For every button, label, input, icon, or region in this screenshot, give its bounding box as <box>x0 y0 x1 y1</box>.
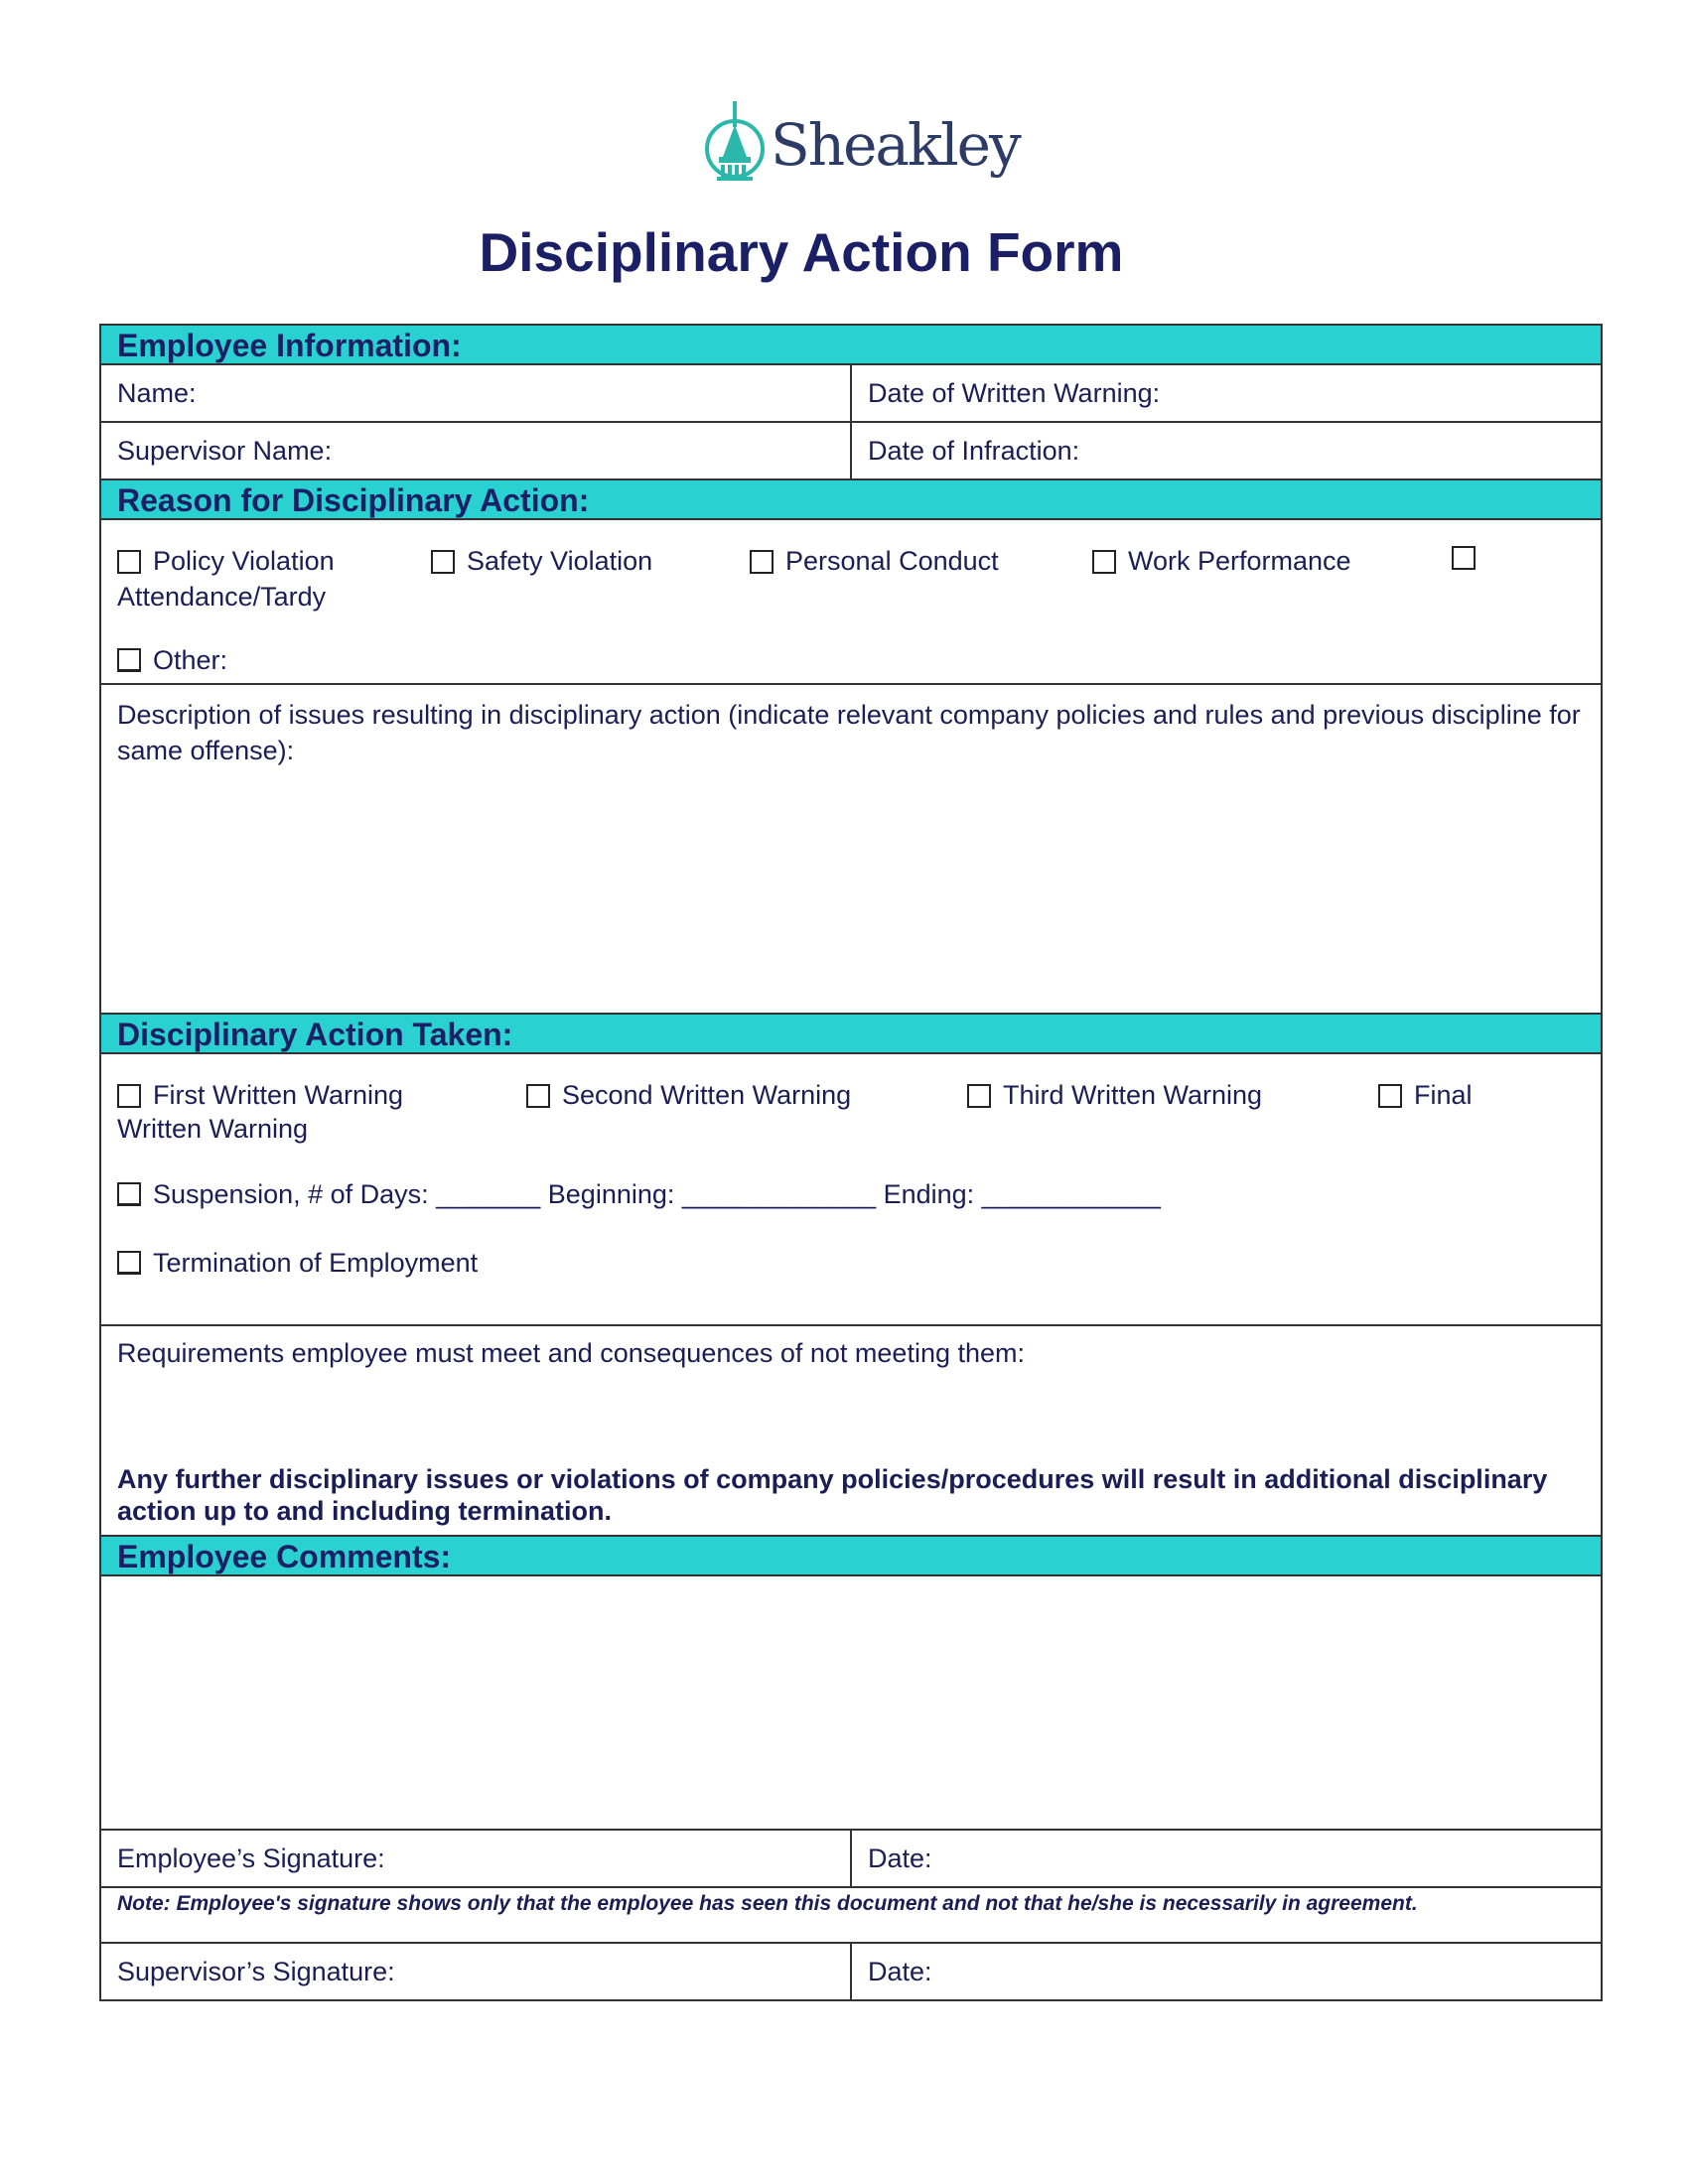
checkbox-icon[interactable] <box>431 550 455 574</box>
action-options-line <box>117 1080 1585 1114</box>
termination-checkbox[interactable] <box>117 1246 1585 1280</box>
description-label: Description of issues resulting in disciplinary action (indicate relevant company policies and rules and previous discipline for same offense): <box>117 700 1581 765</box>
checkbox-icon[interactable] <box>117 1251 141 1275</box>
checkbox-icon[interactable] <box>117 1182 141 1206</box>
checkbox-icon[interactable] <box>750 550 774 574</box>
personal-conduct-label: Personal Conduct <box>785 546 999 576</box>
third-written-warning-checkbox[interactable] <box>967 1080 1262 1111</box>
personal-conduct-checkbox[interactable] <box>750 546 999 577</box>
requirements-field[interactable] <box>101 1326 1601 1537</box>
section-reason: Reason for Disciplinary Action: <box>101 480 1601 520</box>
written-warning-label: Written Warning <box>117 1114 309 1144</box>
safety-violation-checkbox[interactable] <box>431 546 652 577</box>
work-performance-checkbox[interactable] <box>1092 546 1351 577</box>
name-field[interactable]: Name: <box>101 365 852 421</box>
section-employee-information: Employee Information: <box>101 326 1601 365</box>
section-employee-comments: Employee Comments: <box>101 1537 1601 1576</box>
row-name-date <box>101 365 1601 423</box>
work-performance-label: Work Performance <box>1128 546 1351 576</box>
row-supervisor-infraction <box>101 423 1601 480</box>
brand-name: Sheakley <box>771 111 1020 179</box>
checkbox-icon[interactable] <box>967 1084 991 1108</box>
section-action-taken: Disciplinary Action Taken: <box>101 1015 1601 1054</box>
requirements-label: Requirements employee must meet and consequences of not meeting them: <box>117 1338 1026 1368</box>
suspension-checkbox[interactable] <box>117 1177 1585 1211</box>
attendance-checkbox[interactable] <box>1452 546 1487 570</box>
final-written-warning-checkbox[interactable] <box>1378 1080 1473 1111</box>
employee-signature-field[interactable]: Employee’s Signature: <box>101 1831 852 1886</box>
row-employee-signature <box>101 1831 1601 1888</box>
written-warning-date-field[interactable]: Date of Written Warning: <box>868 378 1161 408</box>
supervisor-name-field[interactable]: Supervisor Name: <box>101 423 852 478</box>
suspension-label: Suspension, # of Days: _______ Beginning: _____________ Ending: ____________ <box>153 1179 1161 1209</box>
final-label: Final <box>1414 1080 1473 1110</box>
second-written-warning-label: Second Written Warning <box>562 1080 852 1110</box>
supervisor-signature-date-field[interactable]: Date: <box>868 1957 932 1986</box>
other-checkbox[interactable] <box>117 643 1585 677</box>
policy-violation-label: Policy Violation <box>153 546 335 576</box>
first-written-warning-label: First Written Warning <box>153 1080 404 1110</box>
attendance-tardy-label: Attendance/Tardy <box>117 582 327 612</box>
checkbox-icon[interactable] <box>1378 1084 1402 1108</box>
page-title: Disciplinary Action Form <box>479 221 1124 283</box>
checkbox-icon[interactable] <box>117 550 141 574</box>
second-written-warning-checkbox[interactable] <box>526 1080 851 1111</box>
employee-comments-field[interactable] <box>101 1576 1601 1831</box>
reason-checkboxes <box>101 520 1601 685</box>
first-written-warning-checkbox[interactable] <box>117 1080 403 1111</box>
tower-emblem-icon <box>701 97 773 193</box>
checkbox-icon[interactable] <box>1452 546 1476 570</box>
further-action-warning: Any further disciplinary issues or violations of company policies/procedures will result in additional disciplinary action up to and including termination. <box>117 1464 1548 1526</box>
safety-violation-label: Safety Violation <box>467 546 653 576</box>
signature-note: Note: Employee's signature shows only that the employee has seen this document and not that he/she is necessarily in agreement. <box>101 1888 1601 1944</box>
policy-violation-checkbox[interactable] <box>117 546 335 577</box>
row-supervisor-signature <box>101 1944 1601 2001</box>
employee-signature-date-field[interactable]: Date: <box>868 1843 932 1873</box>
third-written-warning-label: Third Written Warning <box>1003 1080 1263 1110</box>
action-checkboxes <box>101 1054 1601 1326</box>
other-label: Other: <box>153 645 228 675</box>
checkbox-icon[interactable] <box>1092 550 1116 574</box>
checkbox-icon[interactable] <box>526 1084 550 1108</box>
checkbox-icon[interactable] <box>117 1084 141 1108</box>
reason-options-line <box>117 546 1585 580</box>
termination-label: Termination of Employment <box>153 1248 479 1278</box>
checkbox-icon[interactable] <box>117 648 141 672</box>
company-logo <box>701 95 1020 195</box>
disciplinary-form <box>99 324 1603 2001</box>
description-field[interactable] <box>101 685 1601 1015</box>
supervisor-signature-field[interactable]: Supervisor’s Signature: <box>101 1944 852 1999</box>
infraction-date-field[interactable]: Date of Infraction: <box>868 436 1080 466</box>
